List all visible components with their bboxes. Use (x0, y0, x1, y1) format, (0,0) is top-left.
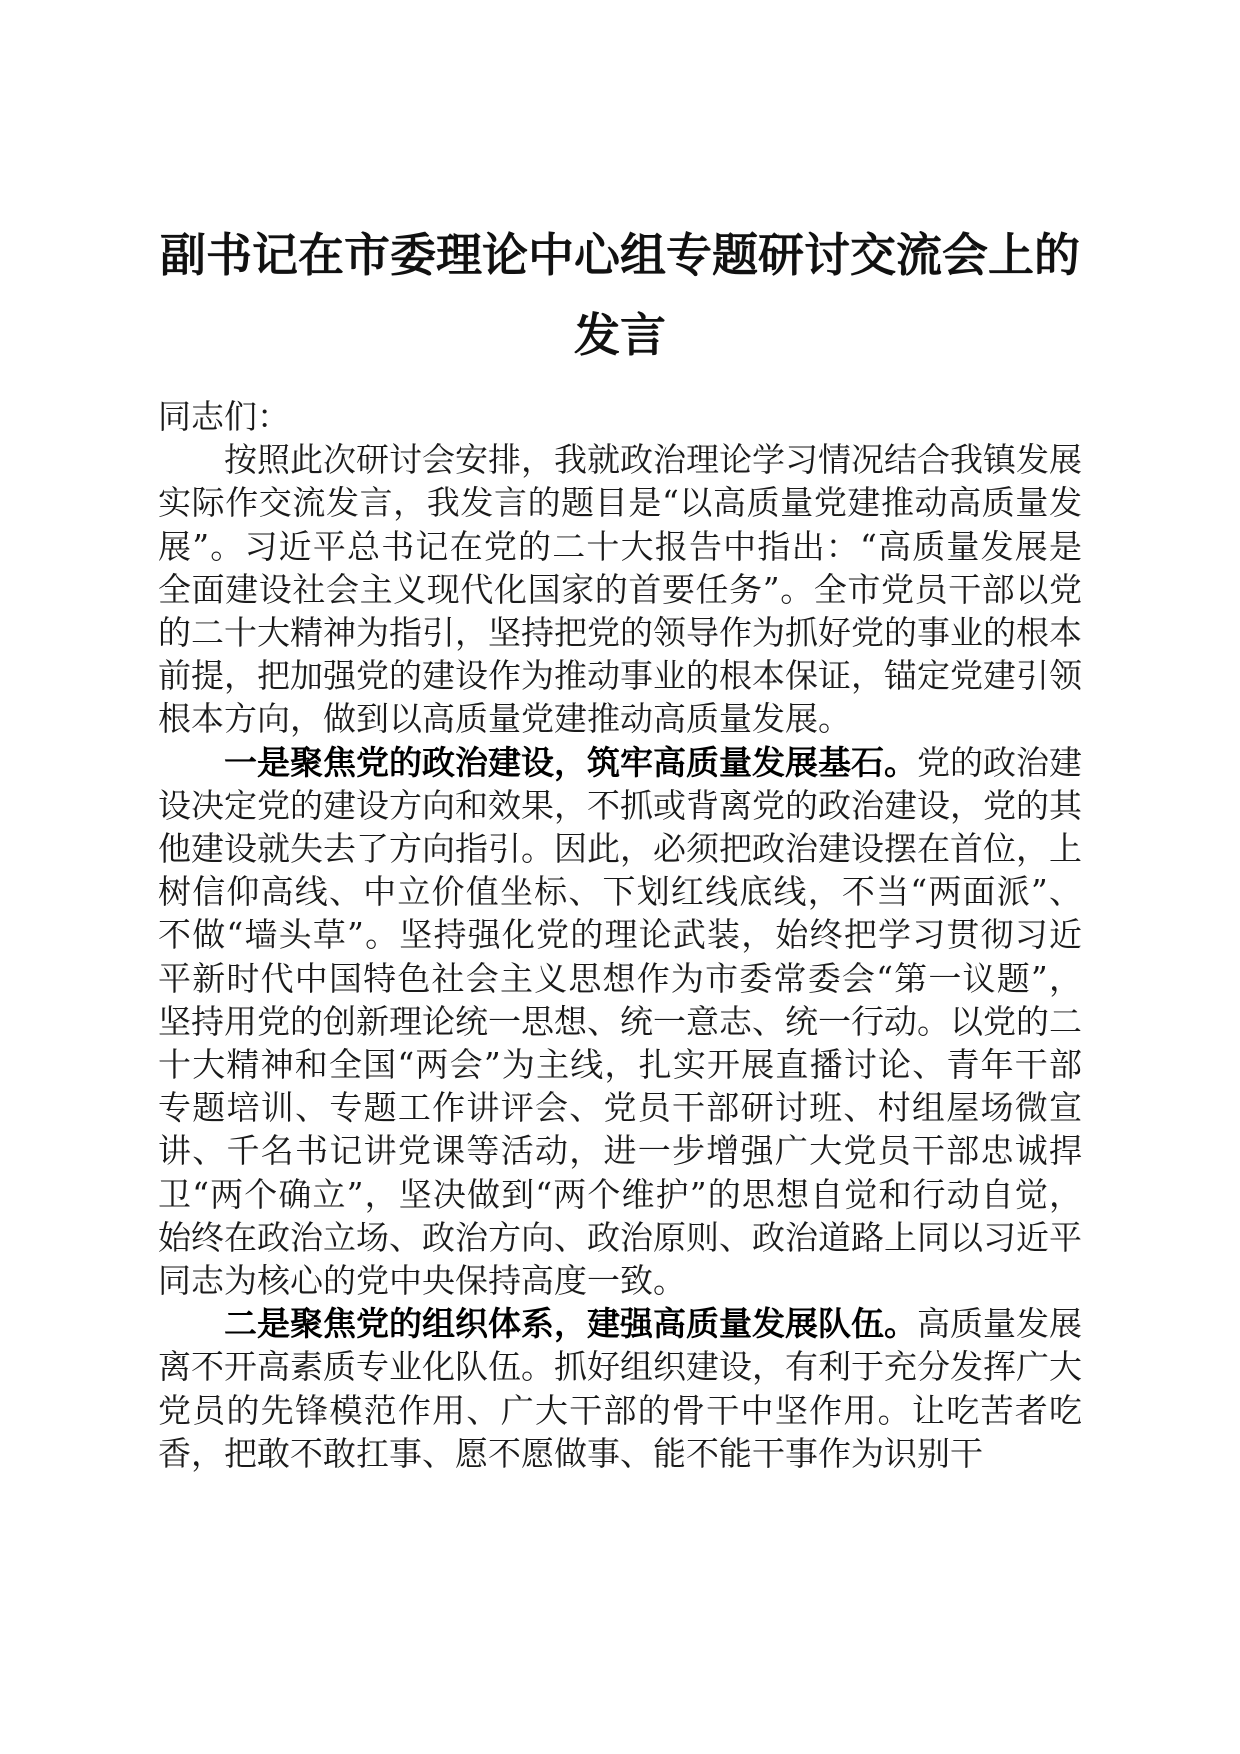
section-2-paragraph (158, 1302, 1082, 1475)
section-1-heading: 一是聚焦党的政治建设，筑牢高质量发展基石。 (224, 742, 917, 782)
section-1-text: 党的政治建设决定党的建设方向和效果，不抓或背离党的政治建设，党的其他建设就失去了方向指引。因此，必须把政治建设摆在首位，上树信仰高线、中立价值坐标、下划红线底线，不当“两面派”、不做“墙头草”。坚持强化党的理论武装，始终把学习贯彻习近平新时代中国特色社会主义思想作为市委常委会“第一议题”，坚持用党的创新理论统一思想、统一意志、统一行动。以党的二十大精神和全国“两会”为主线，扎实开展直播讨论、青年干部专题培训、专题工作讲评会、党员干部研讨班、村组屋场微宣讲、千名书记讲党课等活动，进一步增强广大党员干部忠诚捍卫“两个确立”，坚决做到“两个维护”的思想自觉和行动自觉，始终在政治立场、政治方向、政治原则、政治道路上同以习近平同志为核心的党中央保持高度一致。 (158, 742, 1082, 1301)
document-title-line1: 副书记在市委理论中心组专题研讨交流会上的 (160, 228, 1080, 282)
intro-paragraph: 按照此次研讨会安排，我就政治理论学习情况结合我镇发展实际作交流发言，我发言的题目是“以高质量党建推动高质量发展”。习近平总书记在党的二十大报告中指出：“高质量发展是全面建设社会主义现代化国家的首要任务”。全市党员干部以党的二十大精神为指引，坚持把党的领导作为抓好党的事业的根本前提，把加强党的建设作为推动事业的根本保证，锚定党建引领根本方向，做到以高质量党建推动高质量发展。 (158, 440, 1082, 739)
document-body (158, 395, 1082, 1475)
salutation: 同志们： (158, 397, 290, 436)
section-2-heading: 二是聚焦党的组织体系，建强高质量发展队伍。 (224, 1304, 917, 1344)
section-1-paragraph (158, 741, 1082, 1303)
section-2-text: 高质量发展离不开高素质专业化队伍。抓好组织建设，有利于充分发挥广大党员的先锋模范作用、广大干部的骨干中坚作用。让吃苦者吃香，把敢不敢扛事、愿不愿做事、能不能干事作为识别干 (158, 1304, 1082, 1473)
document-title-line2: 发言 (574, 308, 666, 362)
